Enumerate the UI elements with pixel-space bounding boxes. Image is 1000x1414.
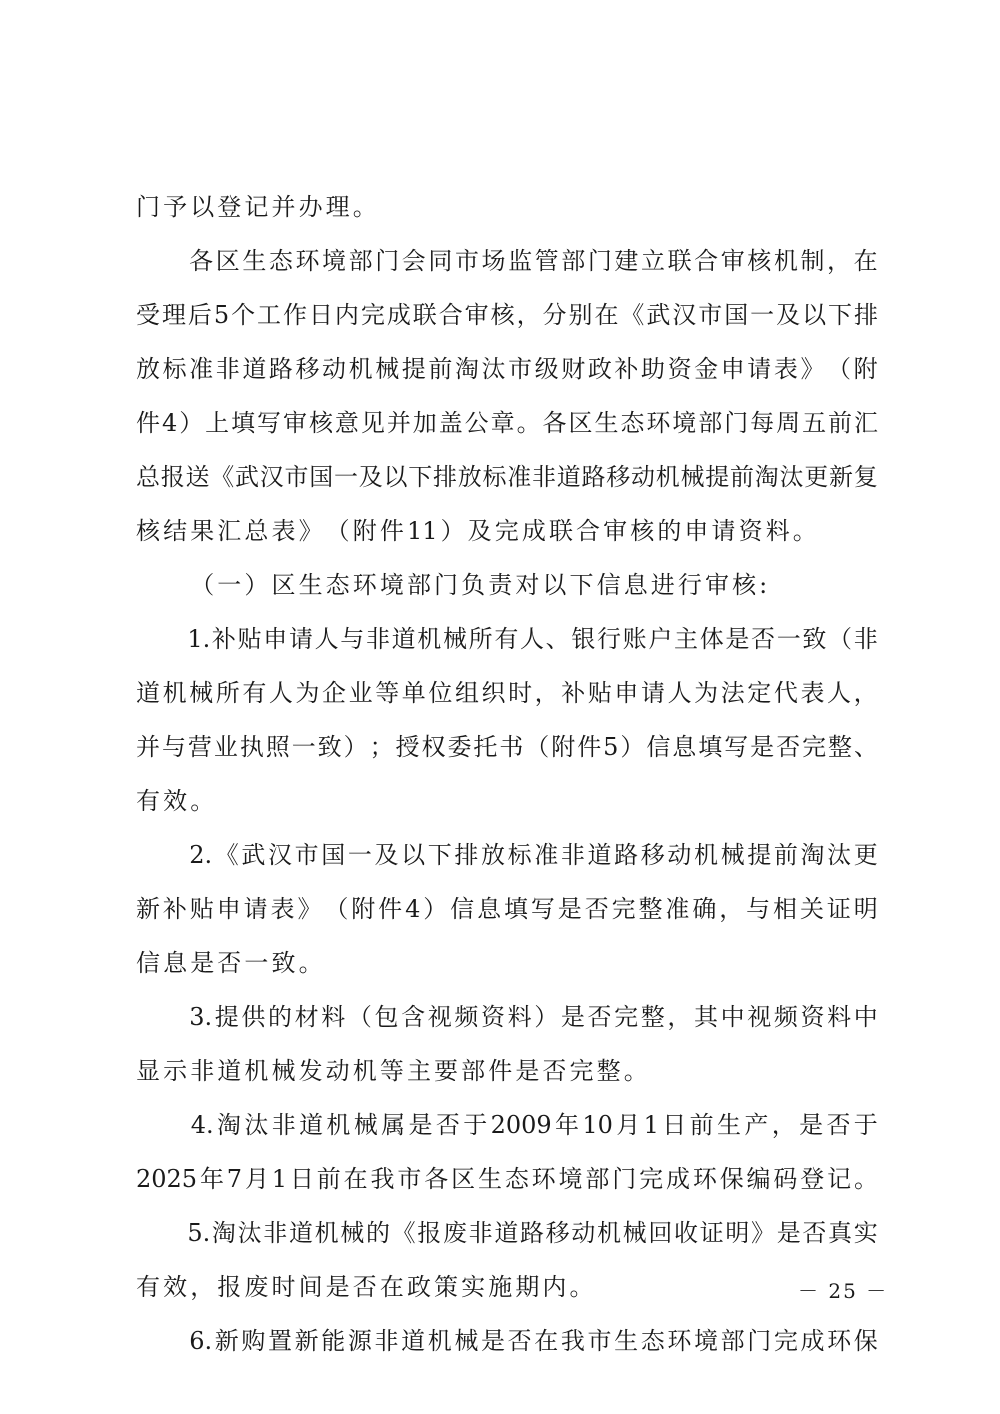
text-line: 受 理 后 5 个 工 作 日 内 完 成 联 合 审 核 ， 分 别 在 《 武 汉 市 国 一 及 以 下 排	[136, 301, 878, 329]
text-line: 2025 年 7 月 1 日 前 在 我 市 各 区 生 态 环 境 部 门 完 成 环 保 编 码 登 记 。	[136, 1165, 878, 1193]
text-line: 3. 提 供 的 材 料 （ 包 含 视 频 资 料 ） 是 否 完 整 ， 其 中 视 频 资 料 中	[189, 1003, 878, 1031]
text-line: 新 补 贴 申 请 表 》 （ 附 件 4 ） 信 息 填 写 是 否 完 整 准 确 ， 与 相 关 证 明	[136, 895, 878, 923]
text-line: 放 标 准 非 道 路 移 动 机 械 提 前 淘 汰 市 级 财 政 补 助 资 金 申 请 表 》 （ 附	[136, 355, 878, 383]
text-line: 总 报 送 《 武 汉 市 国 一 及 以 下 排 放 标 准 非 道 路 移 动 机 械 提 前 淘 汰 更 新 复	[136, 463, 878, 491]
body-text	[136, 180, 878, 1368]
page-number: － 25 －	[798, 1279, 889, 1303]
text-line: 并 与 营 业 执 照 一 致 ） ； 授 权 委 托 书 （ 附 件 5 ） 信 息 填 写 是 否 完 整 、	[136, 733, 878, 761]
text-line: 4. 淘 汰 非 道 机 械 属 是 否 于 2009 年 10 月 1 日 前 生 产 ， 是 否 于	[190, 1111, 878, 1139]
text-line: 有 效 。	[136, 787, 215, 815]
text-line: 门 予 以 登 记 并 办 理 。	[136, 193, 377, 221]
text-line: 5. 淘 汰 非 道 机 械 的 《 报 废 非 道 路 移 动 机 械 回 收 证 明 》 是 否 真 实	[187, 1219, 878, 1247]
text-line: 2. 《 武 汉 市 国 一 及 以 下 排 放 标 准 非 道 路 移 动 机 械 提 前 淘 汰 更	[189, 841, 878, 869]
text-line: 6. 新 购 置 新 能 源 非 道 机 械 是 否 在 我 市 生 态 环 境 部 门 完 成 环 保	[189, 1327, 878, 1355]
text-line: 件 4 ） 上 填 写 审 核 意 见 并 加 盖 公 章 。 各 区 生 态 环 境 部 门 每 周 五 前 汇	[136, 409, 878, 437]
text-line: 核 结 果 汇 总 表 》 （ 附 件 11 ） 及 完 成 联 合 审 核 的 申 请 资 料 。	[136, 517, 817, 545]
text-line: 显 示 非 道 机 械 发 动 机 等 主 要 部 件 是 否 完 整 。	[136, 1057, 648, 1085]
text-line: （ 一 ） 区 生 态 环 境 部 门 负 责 对 以 下 信 息 进 行 审 核 :	[190, 571, 768, 599]
text-line: 道 机 械 所 有 人 为 企 业 等 单 位 组 织 时 ， 补 贴 申 请 人 为 法 定 代 表 人 ，	[136, 679, 878, 707]
text-line: 信 息 是 否 一 致 。	[136, 949, 323, 977]
text-line: 1. 补 贴 申 请 人 与 非 道 机 械 所 有 人 、 银 行 账 户 主 体 是 否 一 致 （ 非	[187, 625, 878, 653]
text-line: 有 效 ， 报 废 时 间 是 否 在 政 策 实 施 期 内 。	[136, 1273, 594, 1301]
text-line: 各 区 生 态 环 境 部 门 会 同 市 场 监 管 部 门 建 立 联 合 审 核 机 制 ， 在	[189, 247, 878, 275]
